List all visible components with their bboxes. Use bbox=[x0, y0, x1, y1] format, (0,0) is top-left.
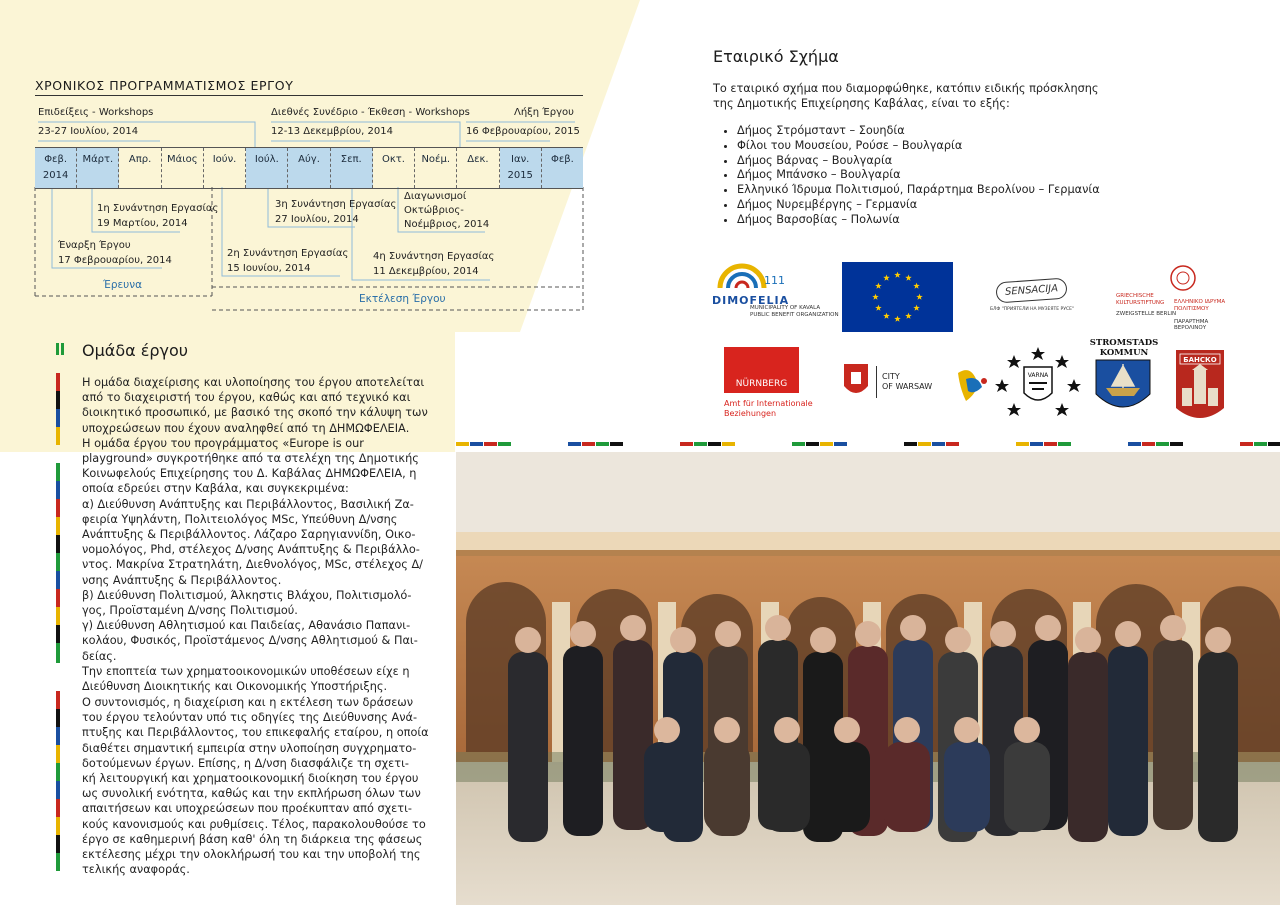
month-cell: Ιαν. 2015 bbox=[500, 148, 542, 188]
person-head bbox=[620, 615, 646, 641]
dash-segment bbox=[484, 442, 497, 446]
month-cell: Φεβ. 2014 bbox=[35, 148, 77, 188]
dash-segment bbox=[806, 442, 819, 446]
varna-stars-crest-icon bbox=[996, 343, 1080, 423]
dash-segment bbox=[680, 442, 693, 446]
svg-text:VARNA: VARNA bbox=[1027, 372, 1049, 379]
person-head bbox=[765, 615, 791, 641]
dash-segment bbox=[568, 442, 581, 446]
person-head bbox=[774, 717, 800, 743]
svg-text:БАНСКО: БАНСКО bbox=[1183, 356, 1217, 364]
partnership-intro: Το εταιρικό σχήμα που διαμορφώθηκε, κατόπιν ειδικής πρόσκλησης της Δημοτικής Επιχείρησης Καβάλας, είναι το εξής: bbox=[713, 82, 1099, 111]
hellenic-foundation-logo: GRIECHISCHE KULTURSTIFTUNG ΕΛΛΗΝΙΚΟ ΙΔΡΥΜΑ ΠΟΛΙΤΙΣΜΟΥ ZWEIGSTELLE BERLIN ΠΑΡΑΡΤΗΜΑ ΒΕΡΟΛΙΝΟΥ bbox=[1112, 265, 1242, 329]
month-cell: Δεκ. bbox=[457, 148, 499, 188]
person-figure bbox=[508, 652, 548, 842]
person-figure bbox=[563, 646, 603, 836]
month-cell: Νοέμ. bbox=[415, 148, 457, 188]
person-head bbox=[715, 621, 741, 647]
dash-segment bbox=[1030, 442, 1043, 446]
person-head bbox=[515, 627, 541, 653]
person-head bbox=[654, 717, 680, 743]
person-head bbox=[855, 621, 881, 647]
dimofelia-arcs-icon bbox=[712, 258, 785, 290]
varna-logo bbox=[996, 343, 1080, 423]
dash-segment bbox=[1254, 442, 1267, 446]
month-cell: Μάρτ. bbox=[77, 148, 119, 188]
dash-segment bbox=[946, 442, 959, 446]
dash-segment bbox=[1058, 442, 1071, 446]
warsaw-crest-icon bbox=[842, 362, 870, 402]
person-head bbox=[954, 717, 980, 743]
dash-segment bbox=[456, 442, 469, 446]
person-head bbox=[1035, 615, 1061, 641]
person-figure bbox=[1004, 742, 1050, 832]
dash-segment bbox=[1170, 442, 1183, 446]
person-figure bbox=[704, 742, 750, 832]
month-cell: Απρ. bbox=[119, 148, 161, 188]
person-head bbox=[1014, 717, 1040, 743]
dash-segment bbox=[610, 442, 623, 446]
person-head bbox=[990, 621, 1016, 647]
eu-flag-logo bbox=[842, 262, 953, 332]
group-photo bbox=[456, 452, 1280, 905]
person-head bbox=[834, 717, 860, 743]
timeline-title: ΧΡΟΝΙΚΟΣ ΠΡΟΓΡΑΜΜΑΤΙΣΜΟΣ ΕΡΓΟΥ bbox=[35, 78, 294, 93]
person-head bbox=[810, 627, 836, 653]
dash-segment bbox=[834, 442, 847, 446]
person-head bbox=[1160, 615, 1186, 641]
dash-segment bbox=[708, 442, 721, 446]
meeting3-date: 27 Ιουλίου, 2014 bbox=[275, 214, 359, 225]
team-paragraph-2: Ο συντονισμός, η διαχείριση και η εκτέλεση των δράσεων του έργου τελούνταν υπό τις οδηγίες της Διεύθυνσης Ανά- πτυξης και Περιβάλλοντος, του επικεφαλής εταίρου, η οποία διαθέτει σημαντική εμπειρία στην υλοποίηση συγχρηματο- δοτούμενων έργων. Επίσης, η Δ/νση διασφάλιζε τη σχετι- κή λειτουργική και χρηματοοικονομική διοίκηση του έργου ως συνολική ενότητα, καθώς και την εκπλήρωση όλων των απαιτήσεων και υποχρεώσεων που προέκυπταν από σχετι- κούς κανονισμούς και ρυθμίσεις. Τέλος, παρακολουθούσε το έργο σε καθημερινή βάση καθ' όλη τη διάρκεια της φάσεως εκτέλεσης μέχρι την ολοκλήρωσή του και την υποβολή της τελικής αναφοράς. bbox=[82, 696, 429, 877]
partner-item: • Δήμος Μπάνσκο – Βουλγαρία bbox=[737, 168, 1100, 183]
dimofelia-logo: 111 DIMOFELIA MUNICIPALITY OF KAVALA PUBLIC BENEFIT ORGANIZATION bbox=[712, 258, 840, 334]
person-head bbox=[670, 627, 696, 653]
person-figure bbox=[884, 742, 930, 832]
partner-item: • Φίλοι του Μουσείου, Ρούσε – Βουλγαρία bbox=[737, 139, 1100, 154]
person-head bbox=[945, 627, 971, 653]
svg-text:111: 111 bbox=[764, 274, 785, 287]
person-head bbox=[570, 621, 596, 647]
month-cell: Μάιος bbox=[162, 148, 204, 188]
meeting4-title: 4η Συνάντηση Εργασίας bbox=[373, 251, 495, 262]
person-figure bbox=[1068, 652, 1108, 842]
team-paragraph-1: Η ομάδα διαχείρισης και υλοποίησης του έργου αποτελείται από το διαχειριστή του έργου, καθώς και από τεχνικό και διοικητικό προσωπικό, με βασικό της σκοπό την κάλυψη των υποχρεώσεων που έχουν αναληφθεί από τη ΔΗΜΩΦΕΛΕΙΑ. Η ομάδα έργου του προγράμματος «Europe is our playground» συγκροτήθηκε από τα στελέχη της Δημοτικής Κοινωφελούς Επιχείρησης του Δ. Καβάλας ΔΗΜΩΦΕΛΕΙΑ, η οποία εδρεύει στην Καβάλα, και συγκεκριμένα: α) Διεύθυνση Ανάπτυξης και Περιβάλλοντος, Βασιλική Ζα- φειρία Υψηλάντη, Πολιτειολόγος MSc, Υπεύθυνη Δ/νσης Ανάπτυξης & Περιβάλλοντος. Λάζαρο Σαρηγιαννίδη, Οικο- νομολόγος, Phd, στέλεχος Δ/νσης Ανάπτυξης & Περιβάλλο- ντος. Μακρίνα Στρατηλάτη, Διεθνολόγος, MSc, στέλεχος Δ/ νσης Ανάπτυξης & Περιβάλλοντος. β) Διεύθυνση Πολιτισμού, Άλκηστις Βλάχου, Πολιτισμολό- γος, Προϊσταμένη Δ/νσης Πολιτισμού. γ) Διεύθυνση Αθλητισμού και Παιδείας, Αθανάσιο Παπανι- κολάου, Φυσικός, Προϊστάμενος Δ/νσης Αθλητισμού & Παι- δείας. Την εποπτεία των χρηματοοικονομικών υποθέσεων είχε η Διεύθυνση Διοικητικής και Οικονομικής Υποστήριξης. bbox=[82, 376, 428, 694]
meeting2-title: 2η Συνάντηση Εργασίας bbox=[227, 248, 349, 259]
bansko-logo bbox=[1174, 348, 1226, 428]
month-cell: Ιούν. bbox=[204, 148, 246, 188]
color-stripe-left bbox=[56, 373, 60, 873]
dash-segment bbox=[722, 442, 735, 446]
partner-item: • Δήμος Βάρνας – Βουλγαρία bbox=[737, 154, 1100, 169]
color-dash-separator bbox=[456, 442, 1280, 448]
partnership-heading: Εταιρικό Σχήμα bbox=[713, 47, 839, 66]
dash-segment bbox=[596, 442, 609, 446]
dash-segment bbox=[792, 442, 805, 446]
event-demos-title: Επιδείξεις - Workshops bbox=[38, 107, 154, 118]
meeting4-date: 11 Δεκεμβρίου, 2014 bbox=[373, 266, 479, 277]
dash-segment bbox=[1016, 442, 1029, 446]
person-figure bbox=[644, 742, 690, 832]
partner-item: • Δήμος Βαρσοβίας – Πολωνία bbox=[737, 213, 1100, 228]
nurnberg-logo: NÜRNBERG Amt für Internationale Beziehungen bbox=[724, 347, 824, 422]
person-figure bbox=[944, 742, 990, 832]
bird-logo-icon bbox=[952, 365, 992, 407]
person-figure bbox=[1108, 646, 1148, 836]
stromstad-logo: STROMSTADS KOMMUN bbox=[1088, 338, 1160, 428]
person-head bbox=[714, 717, 740, 743]
dash-segment bbox=[932, 442, 945, 446]
contests-line3: Νοέμβριος, 2014 bbox=[404, 219, 490, 230]
person-head bbox=[1115, 621, 1141, 647]
dash-segment bbox=[1240, 442, 1253, 446]
meeting3-title: 3η Συνάντηση Εργασίας bbox=[275, 199, 397, 210]
person-head bbox=[894, 717, 920, 743]
contests-line2: Οκτώβριος- bbox=[404, 205, 464, 216]
person-head bbox=[1205, 627, 1231, 653]
dash-segment bbox=[1268, 442, 1280, 446]
event-conference-date: 12-13 Δεκεμβρίου, 2014 bbox=[271, 126, 393, 137]
month-cell: Ιούλ. bbox=[246, 148, 288, 188]
dash-segment bbox=[820, 442, 833, 446]
dash-segment bbox=[694, 442, 707, 446]
team-heading: Ομάδα έργου bbox=[82, 341, 189, 360]
dash-segment bbox=[470, 442, 483, 446]
partner-item: • Δήμος Νυρεμβέργης – Γερμανία bbox=[737, 198, 1100, 213]
phase-research-label: Έρευνα bbox=[103, 279, 143, 291]
event-end-title: Λήξη Έργου bbox=[514, 107, 574, 118]
meeting1-title: 1η Συνάντηση Εργασίας bbox=[97, 203, 219, 214]
ruse-museum-logo: SENSACIJA БЛФ "ПРИЯТЕЛИ НА МУЗЕЯТЕ РУСЕ" bbox=[978, 262, 1086, 330]
dash-segment bbox=[918, 442, 931, 446]
meeting2-date: 15 Ιουνίου, 2014 bbox=[227, 263, 311, 274]
dash-segment bbox=[498, 442, 511, 446]
month-cell: Αύγ. bbox=[288, 148, 330, 188]
seal-icon bbox=[1170, 265, 1196, 291]
person-figure bbox=[764, 742, 810, 832]
section-marker bbox=[56, 343, 68, 355]
dash-segment bbox=[1044, 442, 1057, 446]
month-cell: Φεβ. bbox=[542, 148, 583, 188]
person-figure bbox=[1198, 652, 1238, 842]
person-head bbox=[1075, 627, 1101, 653]
meeting1-date: 19 Μαρτίου, 2014 bbox=[97, 218, 188, 229]
month-cell: Οκτ. bbox=[373, 148, 415, 188]
bansko-crest-icon bbox=[1174, 348, 1226, 428]
event-conference-title: Διεθνές Συνέδριο - Έκθεση - Workshops bbox=[271, 107, 470, 118]
contests-title: Διαγωνισμοί bbox=[404, 191, 467, 202]
partner-item: • Δήμος Στρόμσταντ – Σουηδία bbox=[737, 124, 1100, 139]
ship-crest-icon bbox=[1088, 358, 1160, 422]
phase-execution-label: Εκτέλεση Έργου bbox=[359, 293, 446, 305]
person-figure bbox=[1153, 640, 1193, 830]
dash-segment bbox=[1142, 442, 1155, 446]
person-head bbox=[900, 615, 926, 641]
dash-segment bbox=[1156, 442, 1169, 446]
person-figure bbox=[824, 742, 870, 832]
project-start-title: Έναρξη Έργου bbox=[58, 240, 131, 251]
dash-segment bbox=[1128, 442, 1141, 446]
month-cell: Σεπ. bbox=[331, 148, 373, 188]
event-demos-date: 23-27 Ιουλίου, 2014 bbox=[38, 126, 139, 137]
dash-segment bbox=[582, 442, 595, 446]
project-start-date: 17 Φεβρουαρίου, 2014 bbox=[58, 255, 172, 266]
partners-list bbox=[713, 124, 1100, 228]
timeline-months bbox=[35, 147, 583, 189]
event-end-date: 16 Φεβρουαρίου, 2015 bbox=[466, 126, 580, 137]
warsaw-logo: CITY OF WARSAW bbox=[842, 362, 942, 410]
partner-item: • Ελληνικό Ίδρυμα Πολιτισμού, Παράρτημα Βερολίνου – Γερμανία bbox=[737, 183, 1100, 198]
dash-segment bbox=[904, 442, 917, 446]
